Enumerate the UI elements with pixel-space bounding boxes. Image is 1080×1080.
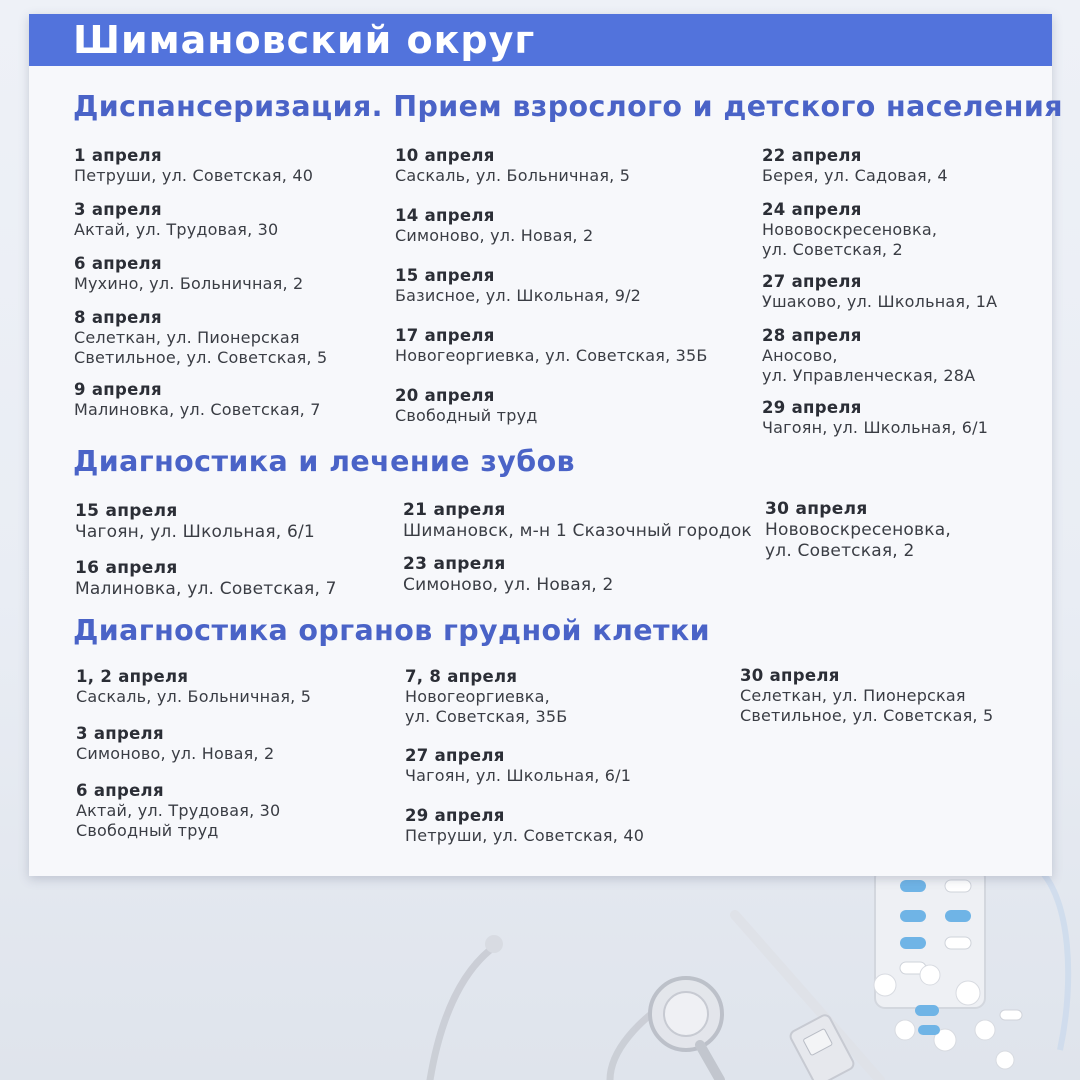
entry-address: Нововоскресеновка,: [765, 520, 951, 540]
entry-address: Свободный труд: [395, 406, 538, 425]
list-item: [765, 499, 951, 561]
entry-date: 30 апреля: [765, 499, 868, 519]
list-item: [405, 805, 644, 846]
entry-address: Петруши, ул. Советская, 40: [74, 166, 314, 185]
list-item: [740, 665, 993, 726]
entry-address: Берея, ул. Садовая, 4: [762, 166, 948, 185]
entry-address: Саскаль, ул. Больничная, 5: [76, 687, 312, 706]
page-title: Шимановский округ: [73, 18, 536, 62]
entry-address: Свободный труд: [76, 821, 219, 840]
entry-address: Актай, ул. Трудовая, 30: [76, 801, 281, 820]
list-item: [395, 205, 593, 246]
entry-date: 16 апреля: [75, 558, 178, 578]
entry-address: Симоново, ул. Новая, 2: [395, 226, 594, 245]
list-item: [762, 325, 975, 386]
list-item: [762, 199, 937, 260]
entry-date: 29 апреля: [405, 806, 505, 825]
section-title-dispanserization: Диспансеризация. Прием взрослого и детского населения: [73, 90, 1063, 123]
thermometer-icon: [735, 915, 880, 1080]
list-item: [74, 145, 313, 186]
list-item: [76, 780, 280, 841]
list-item: [76, 723, 274, 764]
entry-address: Симоново, ул. Новая, 2: [403, 575, 614, 595]
entry-address: ул. Советская, 35Б: [405, 707, 568, 726]
list-item: [762, 271, 997, 312]
entry-date: 1, 2 апреля: [76, 667, 189, 686]
entry-address: Симоново, ул. Новая, 2: [76, 744, 275, 763]
entry-date: 3 апреля: [76, 724, 164, 743]
list-item: [405, 666, 567, 727]
entry-date: 29 апреля: [762, 398, 862, 417]
entry-address: Малиновка, ул. Советская, 7: [74, 400, 321, 419]
entry-date: 15 апреля: [75, 501, 178, 521]
entry-date: 10 апреля: [395, 146, 495, 165]
entry-date: 6 апреля: [76, 781, 164, 800]
entry-date: 8 апреля: [74, 308, 162, 327]
entry-date: 1 апреля: [74, 146, 162, 165]
entry-address: Актай, ул. Трудовая, 30: [74, 220, 279, 239]
entry-date: 7, 8 апреля: [405, 667, 518, 686]
section-title-dental: Диагностика и лечение зубов: [73, 445, 575, 478]
entry-date: 21 апреля: [403, 500, 506, 520]
entry-date: 27 апреля: [405, 746, 505, 765]
list-item: [395, 265, 641, 306]
list-item: [395, 325, 708, 366]
entry-address: Светильное, ул. Советская, 5: [74, 348, 328, 367]
entry-address: Селеткан, ул. Пионерская: [74, 328, 300, 347]
entry-address: Малиновка, ул. Советская, 7: [75, 579, 337, 599]
entry-address: Нововоскресеновка,: [762, 220, 938, 239]
entry-address: Шимановск, м-н 1 Сказочный городок: [403, 521, 752, 541]
entry-date: 3 апреля: [74, 200, 162, 219]
list-item: [403, 500, 752, 542]
list-item: [74, 307, 327, 368]
list-item: [74, 379, 321, 420]
list-item: [75, 558, 337, 600]
list-item: [762, 145, 948, 186]
entry-address: Чагоян, ул. Школьная, 6/1: [762, 418, 989, 437]
entry-address: Чагоян, ул. Школьная, 6/1: [75, 522, 315, 542]
stethoscope-icon: [430, 935, 722, 1080]
section-title-chest-diagnostics: Диагностика органов грудной клетки: [73, 614, 710, 647]
list-item: [395, 145, 630, 186]
entry-date: 15 апреля: [395, 266, 495, 285]
entry-address: ул. Управленческая, 28А: [762, 366, 976, 385]
entry-address: ул. Советская, 2: [765, 540, 915, 561]
entry-date: 24 апреля: [762, 200, 862, 219]
entry-address: Петруши, ул. Советская, 40: [405, 826, 645, 845]
list-item: [74, 253, 303, 294]
entry-date: 22 апреля: [762, 146, 862, 165]
list-item: [74, 199, 278, 240]
entry-date: 30 апреля: [740, 666, 840, 685]
header-bar: [29, 14, 1052, 66]
entry-address: Мухино, ул. Больничная, 2: [74, 274, 304, 293]
entry-address: Селеткан, ул. Пионерская: [740, 686, 966, 705]
entry-address: ул. Советская, 2: [762, 240, 903, 259]
list-item: [75, 501, 315, 543]
list-item: [403, 554, 614, 596]
entry-date: 28 апреля: [762, 326, 862, 345]
entry-address: Ушаково, ул. Школьная, 1А: [762, 292, 998, 311]
list-item: [405, 745, 631, 786]
schedule-card: [29, 14, 1063, 876]
entry-address: Новогеоргиевка,: [405, 687, 550, 706]
list-item: [76, 666, 311, 707]
entry-address: Саскаль, ул. Больничная, 5: [395, 166, 631, 185]
entry-date: 23 апреля: [403, 554, 506, 574]
entry-date: 9 апреля: [74, 380, 162, 399]
entry-address: Светильное, ул. Советская, 5: [740, 706, 994, 725]
entry-address: Аносово,: [762, 346, 838, 365]
entry-address: Чагоян, ул. Школьная, 6/1: [405, 766, 632, 785]
entry-date: 27 апреля: [762, 272, 862, 291]
entry-date: 17 апреля: [395, 326, 495, 345]
entry-date: 6 апреля: [74, 254, 162, 273]
list-item: [395, 385, 538, 426]
entry-date: 14 апреля: [395, 206, 495, 225]
list-item: [762, 397, 988, 438]
entry-address: Новогеоргиевка, ул. Советская, 35Б: [395, 346, 708, 365]
entry-address: Базисное, ул. Школьная, 9/2: [395, 286, 642, 305]
entry-date: 20 апреля: [395, 386, 495, 405]
